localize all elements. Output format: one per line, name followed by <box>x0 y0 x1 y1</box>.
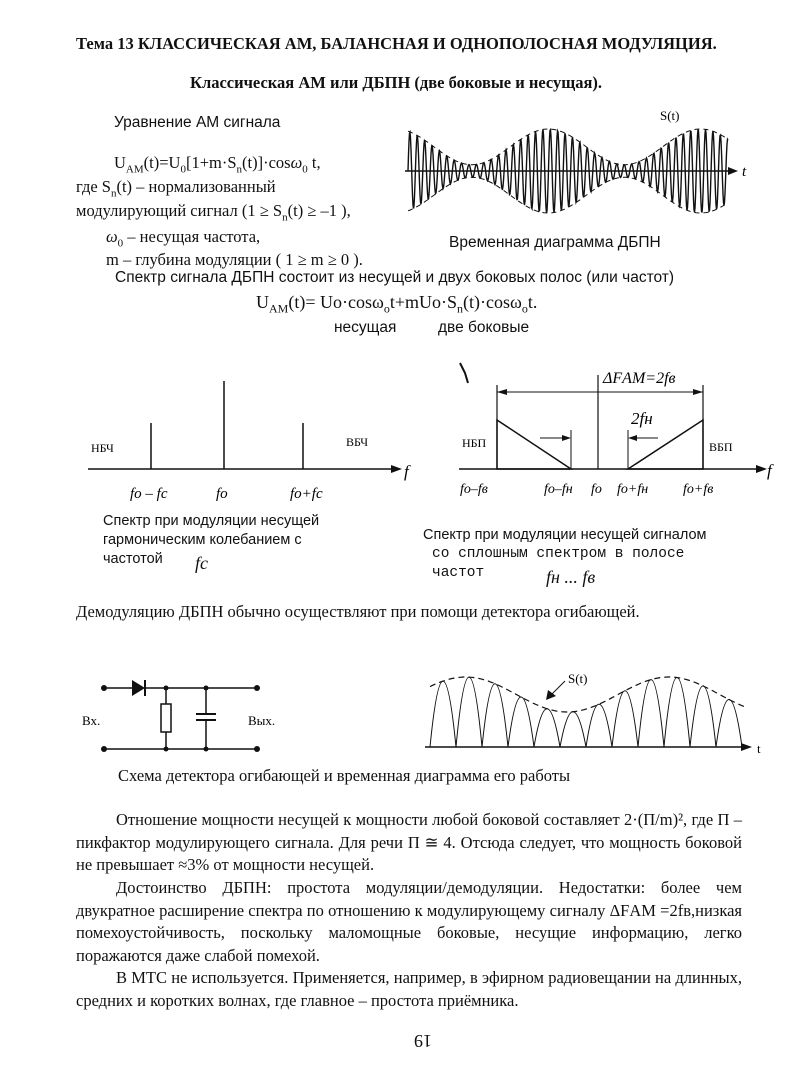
spectrum2-caption-2: со сплошным спектром в полосе <box>432 546 685 562</box>
paragraph-usage: В МТС не используется. Применяется, например, в эфирном радиовещании на длинных, средних и коротких волнах, где главное – простота приёмника. <box>76 968 742 1010</box>
vbch-label: ВБЧ <box>346 435 369 449</box>
s-axis-label: S(t) <box>660 108 680 123</box>
paragraph-power: Отношение мощности несущей к мощности любой боковой составляет 2·(П/m)², где П – пикфактор модулирующего сигнала. Для речи П ≅ 4. Отсюда следует, что мощность боковой не превышает ≈3% от мощности несущей. <box>76 810 742 874</box>
page-number: 19 <box>414 1031 432 1051</box>
tick-fo-plus-fn: fo+fн <box>617 482 649 497</box>
demod-text: Демодуляцию ДБПН обычно осуществляют при помощи детектора огибающей. <box>76 602 640 621</box>
topic-title: Тема 13 КЛАССИЧЕСКАЯ АМ, БАЛАНСНАЯ И ОДНОПОЛОСНАЯ МОДУЛЯЦИЯ. <box>76 34 717 53</box>
svg-text:S(t) <box>568 671 588 686</box>
am-formula: $U_{AM}(t)=U_0[1+m\cdot S_n(t)]\cdot\cos\omega_0$ t, <box>114 153 321 176</box>
spectrum1-caption-3: частотой <box>103 551 163 567</box>
s2-axis-label: S(t) <box>568 671 588 686</box>
nbch-label: НБЧ <box>91 441 114 455</box>
spectrum2-caption-1: Спектр при модуляции несущей сигналом <box>423 527 707 543</box>
spectrum1-caption-1: Спектр при модуляции несущей <box>103 513 320 529</box>
input-label: Вх. <box>82 713 101 728</box>
delta-f-label: ΔFАМ=2fв <box>603 370 676 387</box>
t-axis-label: t <box>742 164 747 180</box>
tick-fo-plus-fv: fo+fв <box>683 482 714 497</box>
f-axis-label: f <box>404 462 409 481</box>
f2-axis-label: f <box>767 461 772 480</box>
spectrum1-caption-fc: fc <box>195 553 208 573</box>
tick-fo-plus-fc: fo+fc <box>290 486 323 502</box>
svg-text:t <box>757 741 761 756</box>
detector-caption: Схема детектора огибающей и временная диаграмма его работы <box>118 766 571 785</box>
tick-fo-fc: fo – fc <box>130 486 168 502</box>
two-fn-label: 2fн <box>631 409 653 428</box>
label-sidebands: две боковые <box>438 319 530 336</box>
time-diagram-caption: Временная диаграмма ДБПН <box>449 234 661 251</box>
mod-signal-line: модулирующий сигнал ($1 \ge S_n(t) \ge -1$ ), <box>76 201 351 224</box>
carrier-line: $\omega_0$ – несущая частота, <box>106 227 261 250</box>
nbp-label: НБП <box>462 436 487 450</box>
where-line: где $S_n(t)$ – нормализованный <box>76 177 276 200</box>
depth-line: m – глубина модуляции ( 1 ≥ m ≥ 0 ). <box>106 250 363 269</box>
equation-title: Уравнение АМ сигнала <box>114 114 281 131</box>
section-title: Классическая АМ или ДБПН (две боковые и несущая). <box>190 73 603 92</box>
output-label: Вых. <box>248 713 276 728</box>
tick-fo: fo <box>216 486 228 502</box>
vbp-label: ВБП <box>709 440 733 454</box>
spectrum1-caption-2: гармоническим колебанием с <box>103 532 302 548</box>
tick-fo2: fo <box>591 482 602 497</box>
dbpn-formula: $U_{AM}(t)= Uo\cdot\cos\omega_ot+mUo\cdot S_n(t)\cdot\cos\omega_ot$. <box>256 292 538 316</box>
tick-fo-fn: fo–fн <box>544 482 573 497</box>
tick-fo-fv: fo–fв <box>460 482 488 497</box>
t2-axis-label: t <box>757 741 761 756</box>
spectrum2-caption-range: fн ... fв <box>546 567 596 587</box>
label-carrier: несущая <box>334 319 397 336</box>
spectrum2-caption-3: частот <box>432 565 485 581</box>
spectrum-intro: Спектр сигнала ДБПН состоит из несущей и двух боковых полос (или частот) <box>115 269 675 286</box>
paragraph-advantages: Достоинство ДБПН: простота модуляции/демодуляции. Недостатки: более чем двукратное расширение спектра по отношению к модулирующему сигналу ΔFАМ =2fв,низкая помехоустойчивость, поскольку маломощные боковые, несущие информацию, легко поражаются даже слабой помехой. <box>76 878 742 965</box>
